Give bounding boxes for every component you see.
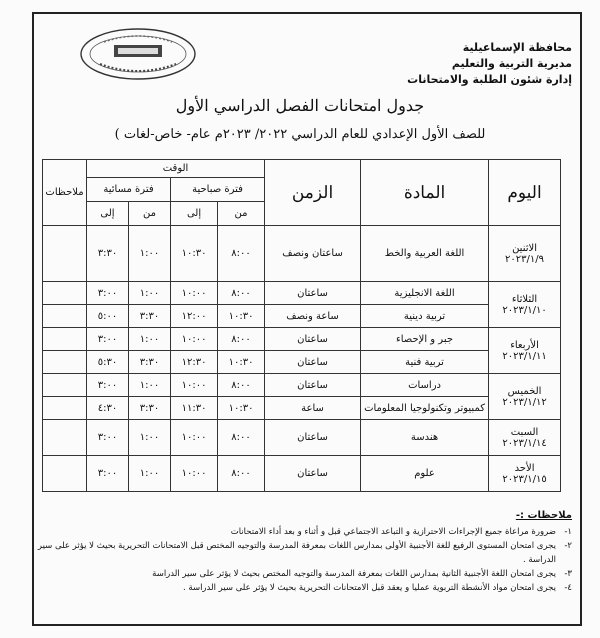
evening-to-cell: ٥:٠٠ (87, 305, 129, 328)
notes-heading: ملاحظات :- (515, 510, 572, 521)
morning-to-cell: ١١:٣٠ (171, 397, 218, 420)
morning-to-cell: ١٠:٣٠ (171, 226, 218, 282)
schedule-title: جدول امتحانات الفصل الدراسي الأول (175, 96, 425, 115)
header-morning: فترة صباحية (171, 178, 265, 202)
table-row (43, 374, 561, 397)
header-morning-from: من (218, 202, 265, 226)
duration-cell: ساعتان (265, 351, 361, 374)
evening-to-cell: ٥:٣٠ (87, 351, 129, 374)
evening-from-cell: ١:٠٠ (129, 282, 171, 305)
notes-cell (43, 282, 87, 305)
note-number: ١- (564, 527, 572, 537)
subject-cell: جبر و الإحصاء (361, 328, 489, 351)
notes-cell (43, 456, 87, 492)
directorate-line: مديرية التربية والتعليم (451, 57, 572, 70)
note-text: ضرورة مراعاة جميع الإجراءات الاحترازية و التباعد الاجتماعي قبل و أثناء و بعد أداء الامتحانات (230, 527, 556, 537)
morning-from-cell: ٨:٠٠ (218, 456, 265, 492)
header-subject: المادة (361, 160, 489, 226)
morning-to-cell: ١٢:٠٠ (171, 305, 218, 328)
header-evening-to: إلى (87, 202, 129, 226)
morning-to-cell: ١٢:٣٠ (171, 351, 218, 374)
table-row (43, 282, 561, 305)
day-cell (489, 456, 561, 492)
morning-from-cell: ٨:٠٠ (218, 328, 265, 351)
duration-cell: ساعتان ونصف (265, 226, 361, 282)
day-date: ٢٠٢٣/١/٩ (505, 253, 545, 265)
note-item (32, 525, 572, 539)
evening-to-cell: ٣:٠٠ (87, 282, 129, 305)
evening-from-cell: ١:٠٠ (129, 226, 171, 282)
exam-schedule-table (42, 159, 561, 492)
table-row (43, 420, 561, 456)
note-text: يجرى امتحان اللغة الأجنبية الثانية بمدارس اللغات بمعرفة المدرسة والتوجيه المختص بحيث لا يؤثر على سير الدراسة (152, 569, 556, 579)
evening-to-cell: ٣:٠٠ (87, 420, 129, 456)
ministry-seal-logo (78, 26, 198, 82)
day-cell (489, 282, 561, 328)
note-item (32, 539, 572, 567)
header-morning-to: إلى (171, 202, 218, 226)
morning-from-cell: ٨:٠٠ (218, 374, 265, 397)
day-name: الخميس (507, 385, 542, 397)
evening-from-cell: ١:٠٠ (129, 456, 171, 492)
table-row (43, 226, 561, 282)
subject-cell: دراسات (361, 374, 489, 397)
duration-cell: ساعتان (265, 374, 361, 397)
header-evening-from: من (129, 202, 171, 226)
notes-cell (43, 328, 87, 351)
morning-to-cell: ١٠:٠٠ (171, 420, 218, 456)
table-row (43, 328, 561, 351)
duration-cell: ساعتان (265, 456, 361, 492)
day-cell (489, 374, 561, 420)
morning-to-cell: ١٠:٠٠ (171, 456, 218, 492)
evening-from-cell: ١:٠٠ (129, 420, 171, 456)
notes-cell (43, 226, 87, 282)
notes-cell (43, 351, 87, 374)
day-name: الثلاثاء (511, 293, 538, 305)
day-date: ٢٠٢٣/١/١٠ (502, 304, 547, 316)
note-item (32, 581, 572, 595)
table-row (43, 351, 561, 374)
note-item (32, 567, 572, 581)
note-text: يجرى امتحان مواد الأنشطة التربوية عمليا و يعقد قبل الامتحانات التحريرية بحيث لا يؤثر على سير الدراسة . (182, 583, 556, 593)
subject-cell: علوم (361, 456, 489, 492)
morning-from-cell: ١٠:٣٠ (218, 397, 265, 420)
morning-to-cell: ١٠:٠٠ (171, 374, 218, 397)
duration-cell: ساعتان (265, 282, 361, 305)
day-cell (489, 420, 561, 456)
subject-cell: كمبيوتر وتكنولوجيا المعلومات (361, 397, 489, 420)
day-name: الاثنين (512, 242, 537, 254)
table-row (43, 305, 561, 328)
duration-cell: ساعة ونصف (265, 305, 361, 328)
schedule-body (43, 226, 561, 492)
day-date: ٢٠٢٣/١/١٥ (502, 473, 547, 485)
evening-from-cell: ١:٠٠ (129, 374, 171, 397)
evening-from-cell: ١:٠٠ (129, 328, 171, 351)
header-time: الوقت (87, 160, 265, 178)
notes-cell (43, 374, 87, 397)
subject-cell: اللغة العربية والخط (361, 226, 489, 282)
schedule-subtitle: للصف الأول الإعدادي للعام الدراسي ٢٠٢٢/ ٢٠٢٣م عام- خاص-لغات ) (114, 127, 486, 142)
evening-from-cell: ٣:٣٠ (129, 397, 171, 420)
subject-cell: هندسة (361, 420, 489, 456)
day-date: ٢٠٢٣/١/١٢ (502, 396, 547, 408)
evening-from-cell: ٣:٣٠ (129, 351, 171, 374)
day-date: ٢٠٢٣/١/١١ (502, 350, 547, 362)
header-evening: فترة مسائية (87, 178, 171, 202)
note-number: ٤- (564, 583, 572, 593)
table-row (43, 397, 561, 420)
day-cell (489, 328, 561, 374)
duration-cell: ساعتان (265, 420, 361, 456)
evening-to-cell: ٣:٣٠ (87, 226, 129, 282)
morning-from-cell: ١٠:٣٠ (218, 351, 265, 374)
table-row (43, 456, 561, 492)
department-line: إدارة شئون الطلبة والامتحانات (407, 73, 572, 86)
day-name: الأربعاء (510, 339, 539, 351)
notes-cell (43, 397, 87, 420)
header-duration: الزمن (265, 160, 361, 226)
evening-from-cell: ٣:٣٠ (129, 305, 171, 328)
morning-from-cell: ١٠:٣٠ (218, 305, 265, 328)
notes-cell (43, 420, 87, 456)
evening-to-cell: ٣:٠٠ (87, 328, 129, 351)
day-name: الأحد (514, 462, 535, 474)
administration-header (407, 40, 572, 88)
day-date: ٢٠٢٣/١/١٤ (502, 437, 547, 449)
morning-from-cell: ٨:٠٠ (218, 226, 265, 282)
subject-cell: اللغة الانجليزية (361, 282, 489, 305)
note-number: ٢- (564, 541, 572, 551)
notes-cell (43, 305, 87, 328)
evening-to-cell: ٣:٠٠ (87, 456, 129, 492)
evening-to-cell: ٤:٣٠ (87, 397, 129, 420)
morning-from-cell: ٨:٠٠ (218, 282, 265, 305)
evening-to-cell: ٣:٠٠ (87, 374, 129, 397)
header-day: اليوم (489, 160, 561, 226)
governorate-line: محافظة الإسماعيلية (462, 41, 572, 54)
morning-from-cell: ٨:٠٠ (218, 420, 265, 456)
note-text: يجرى امتحان المستوى الرفيع للغة الأجنبية الأولى بمدارس اللغات بمعرفة المدرسة والتوجيه المختص قبل الامتحانات التحريرية بحيث لا يؤثر على سير الدراسة . (37, 541, 556, 565)
note-number: ٣- (564, 569, 572, 579)
header-notes: ملاحظات (43, 160, 87, 226)
subject-cell: تربية فنية (361, 351, 489, 374)
day-cell (489, 226, 561, 282)
duration-cell: ساعة (265, 397, 361, 420)
duration-cell: ساعتان (265, 328, 361, 351)
day-name: السبت (510, 426, 539, 438)
notes-section (32, 509, 572, 595)
morning-to-cell: ١٠:٠٠ (171, 282, 218, 305)
morning-to-cell: ١٠:٠٠ (171, 328, 218, 351)
subject-cell: تربية دينية (361, 305, 489, 328)
